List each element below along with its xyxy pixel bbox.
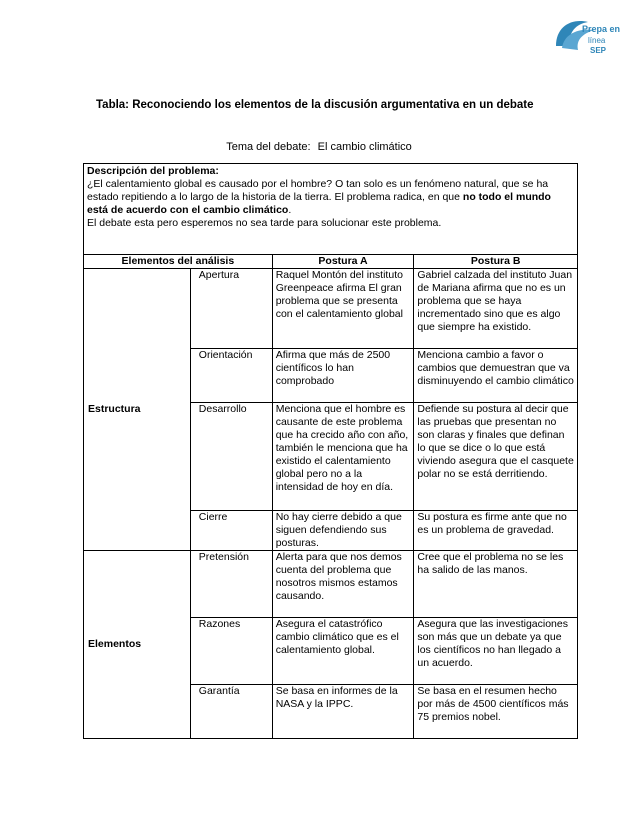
topic-value: El cambio climático bbox=[317, 141, 412, 153]
description-text-2: El debate esta pero esperemos no sea tarde para solucionar este problema. bbox=[87, 217, 442, 229]
problem-description bbox=[84, 164, 578, 255]
logo-text-1: Prepa en bbox=[582, 24, 621, 34]
cell-postura-a: Afirma que más de 2500 científicos lo han comprobado bbox=[272, 349, 414, 403]
page-title: Tabla: Reconociendo los elementos de la discusión argumentativa en un debate bbox=[96, 99, 534, 111]
cell-postura-b: Gabriel calzada del instituto Juan de Mariana afirma que no es un problema que se haya incrementado sino que es algo que siempre ha existido. bbox=[414, 269, 578, 349]
row-label: Razones bbox=[190, 618, 272, 685]
group-estructura: Estructura bbox=[84, 269, 191, 551]
row-label: Cierre bbox=[190, 511, 272, 551]
cell-postura-b: Menciona cambio a favor o cambios que demuestran que va disminuyendo el cambio climático bbox=[414, 349, 578, 403]
debate-topic bbox=[0, 141, 638, 153]
cell-postura-a: No hay cierre debido a que siguen defendiendo sus posturas. bbox=[272, 511, 414, 551]
cell-postura-b: Se basa en el resumen hecho por más de 4500 científicos más 75 premios nobel. bbox=[414, 685, 578, 739]
group-elementos: Elementos bbox=[84, 551, 191, 739]
cell-postura-a: Se basa en informes de la NASA y la IPPC. bbox=[272, 685, 414, 739]
row-label: Pretensión bbox=[190, 551, 272, 618]
cell-postura-b: Defiende su postura al decir que las pruebas que presentan no son claras y finales que definan lo que se dice o lo que está viviendo asegura que el casquete polar no se está derritiendo. bbox=[414, 403, 578, 511]
logo-text-2: línea bbox=[588, 36, 606, 45]
cell-postura-a: Alerta para que nos demos cuenta del problema que nosotros mismos estamos causando. bbox=[272, 551, 414, 618]
description-label: Descripción del problema: bbox=[87, 165, 219, 177]
header-postura-b: Postura B bbox=[414, 255, 578, 269]
description-text: ¿El calentamiento global es causado por el hombre? O tan solo es un fenómeno natural, que se ha estado repitiendo a lo largo de la historia de la tierra. El problema radica, en que no todo el mundo está de acuerdo con el cambio climático. bbox=[87, 178, 551, 216]
cell-postura-a: Raquel Montón del instituto Greenpeace afirma El gran problema que se presenta con el calentamiento global bbox=[272, 269, 414, 349]
row-label: Apertura bbox=[190, 269, 272, 349]
cell-postura-b: Su postura es firme ante que no es un problema de gravedad. bbox=[414, 511, 578, 551]
row-label: Desarrollo bbox=[190, 403, 272, 511]
cell-postura-a: Menciona que el hombre es causante de este problema que ha crecido año con año, también le menciona que ha existido el calentamiento global pero no a la intensidad de hoy en día. bbox=[272, 403, 414, 511]
row-label: Orientación bbox=[190, 349, 272, 403]
row-label: Garantía bbox=[190, 685, 272, 739]
logo-text-3: SEP bbox=[590, 46, 607, 55]
topic-label: Tema del debate: bbox=[226, 141, 311, 153]
cell-postura-a: Asegura el catastrófico cambio climático que es el calentamiento global. bbox=[272, 618, 414, 685]
prepa-en-linea-logo bbox=[548, 12, 622, 58]
header-elements: Elementos del análisis bbox=[84, 255, 273, 269]
cell-postura-b: Cree que el problema no se les ha salido de las manos. bbox=[414, 551, 578, 618]
header-postura-a: Postura A bbox=[272, 255, 414, 269]
analysis-table bbox=[83, 163, 578, 739]
cell-postura-b: Asegura que las investigaciones son más que un debate ya que los científicos no han llegado a un acuerdo. bbox=[414, 618, 578, 685]
